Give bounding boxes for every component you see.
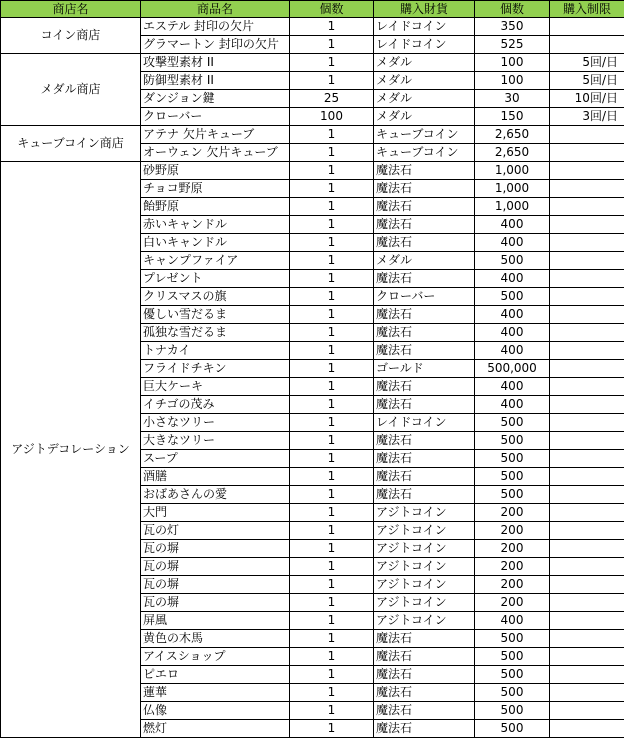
price-cell: 150	[475, 108, 550, 126]
item-name-cell: おばあさんの愛	[141, 486, 290, 504]
currency-cell: レイドコイン	[374, 414, 475, 432]
quantity-cell: 1	[290, 666, 374, 684]
price-cell: 500	[475, 684, 550, 702]
price-cell: 500	[475, 432, 550, 450]
item-name-cell: 巨大ケーキ	[141, 378, 290, 396]
item-name-cell: エステル 封印の欠片	[141, 18, 290, 36]
quantity-cell: 1	[290, 342, 374, 360]
purchase-limit-cell	[550, 396, 624, 414]
currency-cell: アジトコイン	[374, 504, 475, 522]
shop-name-cell: メダル商店	[1, 54, 141, 126]
purchase-limit-cell	[550, 180, 624, 198]
quantity-cell: 1	[290, 126, 374, 144]
header-row	[1, 1, 624, 18]
quantity-cell: 1	[290, 630, 374, 648]
purchase-limit-cell: 5回/日	[550, 72, 624, 90]
currency-cell: 魔法石	[374, 270, 475, 288]
quantity-cell: 1	[290, 288, 374, 306]
shop-name-cell: コイン商店	[1, 18, 141, 54]
quantity-cell: 1	[290, 720, 374, 738]
price-cell: 500	[475, 702, 550, 720]
purchase-limit-cell	[550, 648, 624, 666]
quantity-cell: 1	[290, 306, 374, 324]
price-cell: 200	[475, 558, 550, 576]
price-cell: 1,000	[475, 180, 550, 198]
quantity-cell: 1	[290, 702, 374, 720]
currency-cell: キューブコイン	[374, 144, 475, 162]
item-name-cell: チョコ野原	[141, 180, 290, 198]
quantity-cell: 1	[290, 576, 374, 594]
purchase-limit-cell	[550, 306, 624, 324]
quantity-cell: 1	[290, 612, 374, 630]
price-cell: 500	[475, 468, 550, 486]
table-row	[1, 126, 624, 144]
currency-cell: アジトコイン	[374, 594, 475, 612]
purchase-limit-cell	[550, 36, 624, 54]
purchase-limit-cell	[550, 324, 624, 342]
currency-cell: 魔法石	[374, 216, 475, 234]
currency-cell: 魔法石	[374, 234, 475, 252]
quantity-cell: 1	[290, 54, 374, 72]
currency-cell: 魔法石	[374, 666, 475, 684]
price-cell: 200	[475, 540, 550, 558]
price-cell: 1,000	[475, 198, 550, 216]
purchase-limit-cell	[550, 576, 624, 594]
item-name-cell: 孤独な雪だるま	[141, 324, 290, 342]
item-name-cell: ダンジョン鍵	[141, 90, 290, 108]
quantity-cell: 1	[290, 396, 374, 414]
currency-cell: アジトコイン	[374, 522, 475, 540]
purchase-limit-cell	[550, 360, 624, 378]
purchase-limit-cell	[550, 702, 624, 720]
item-name-cell: 蓮華	[141, 684, 290, 702]
currency-cell: 魔法石	[374, 684, 475, 702]
purchase-limit-cell	[550, 270, 624, 288]
quantity-cell: 1	[290, 684, 374, 702]
quantity-cell: 1	[290, 234, 374, 252]
currency-cell: ゴールド	[374, 360, 475, 378]
quantity-cell: 1	[290, 414, 374, 432]
price-cell: 100	[475, 72, 550, 90]
price-cell: 500	[475, 720, 550, 738]
quantity-cell: 1	[290, 450, 374, 468]
currency-cell: 魔法石	[374, 378, 475, 396]
purchase-limit-cell	[550, 468, 624, 486]
item-name-cell: 黄色の木馬	[141, 630, 290, 648]
purchase-limit-cell	[550, 504, 624, 522]
item-name-cell: 瓦の塀	[141, 576, 290, 594]
purchase-limit-cell	[550, 522, 624, 540]
quantity-cell: 1	[290, 522, 374, 540]
item-name-cell: 燃灯	[141, 720, 290, 738]
purchase-limit-cell	[550, 432, 624, 450]
currency-cell: メダル	[374, 54, 475, 72]
price-cell: 400	[475, 270, 550, 288]
price-cell: 200	[475, 522, 550, 540]
purchase-limit-cell: 5回/日	[550, 54, 624, 72]
item-name-cell: トナカイ	[141, 342, 290, 360]
price-cell: 525	[475, 36, 550, 54]
purchase-limit-cell: 10回/日	[550, 90, 624, 108]
currency-cell: クローバー	[374, 288, 475, 306]
item-name-cell: 瓦の塀	[141, 558, 290, 576]
item-name-cell: 仏像	[141, 702, 290, 720]
item-name-cell: イチゴの茂み	[141, 396, 290, 414]
price-cell: 350	[475, 18, 550, 36]
purchase-limit-cell: 3回/日	[550, 108, 624, 126]
item-name-cell: 赤いキャンドル	[141, 216, 290, 234]
quantity-cell: 1	[290, 468, 374, 486]
price-cell: 1,000	[475, 162, 550, 180]
header-quantity: 個数	[290, 1, 374, 18]
quantity-cell: 1	[290, 558, 374, 576]
purchase-limit-cell	[550, 720, 624, 738]
purchase-limit-cell	[550, 18, 624, 36]
item-name-cell: スープ	[141, 450, 290, 468]
price-cell: 500,000	[475, 360, 550, 378]
quantity-cell: 1	[290, 360, 374, 378]
currency-cell: アジトコイン	[374, 540, 475, 558]
item-name-cell: ピエロ	[141, 666, 290, 684]
item-name-cell: アイスショップ	[141, 648, 290, 666]
item-name-cell: グラマートン 封印の欠片	[141, 36, 290, 54]
currency-cell: メダル	[374, 108, 475, 126]
item-name-cell: 小さなツリー	[141, 414, 290, 432]
purchase-limit-cell	[550, 144, 624, 162]
purchase-limit-cell	[550, 666, 624, 684]
header-item-name: 商品名	[141, 1, 290, 18]
item-name-cell: 砂野原	[141, 162, 290, 180]
currency-cell: 魔法石	[374, 450, 475, 468]
item-name-cell: 飴野原	[141, 198, 290, 216]
currency-cell: レイドコイン	[374, 18, 475, 36]
table-row	[1, 162, 624, 180]
item-name-cell: 瓦の塀	[141, 594, 290, 612]
table-row	[1, 54, 624, 72]
header-price: 個数	[475, 1, 550, 18]
shop-name-cell: アジトデコレーション	[1, 162, 141, 738]
quantity-cell: 1	[290, 540, 374, 558]
price-cell: 500	[475, 666, 550, 684]
quantity-cell: 1	[290, 252, 374, 270]
currency-cell: メダル	[374, 72, 475, 90]
item-name-cell: アテナ 欠片キューブ	[141, 126, 290, 144]
currency-cell: 魔法石	[374, 324, 475, 342]
item-name-cell: 屏風	[141, 612, 290, 630]
price-cell: 500	[475, 252, 550, 270]
purchase-limit-cell	[550, 414, 624, 432]
item-name-cell: プレゼント	[141, 270, 290, 288]
price-cell: 400	[475, 396, 550, 414]
item-name-cell: 優しい雪だるま	[141, 306, 290, 324]
price-cell: 200	[475, 504, 550, 522]
item-name-cell: 防御型素材 II	[141, 72, 290, 90]
quantity-cell: 1	[290, 198, 374, 216]
currency-cell: 魔法石	[374, 306, 475, 324]
quantity-cell: 1	[290, 324, 374, 342]
price-cell: 500	[475, 450, 550, 468]
quantity-cell: 1	[290, 18, 374, 36]
item-name-cell: 瓦の灯	[141, 522, 290, 540]
purchase-limit-cell	[550, 558, 624, 576]
item-name-cell: 大門	[141, 504, 290, 522]
price-cell: 400	[475, 324, 550, 342]
quantity-cell: 1	[290, 36, 374, 54]
currency-cell: 魔法石	[374, 342, 475, 360]
quantity-cell: 1	[290, 504, 374, 522]
currency-cell: 魔法石	[374, 720, 475, 738]
price-cell: 400	[475, 612, 550, 630]
purchase-limit-cell	[550, 198, 624, 216]
purchase-limit-cell	[550, 342, 624, 360]
price-cell: 500	[475, 288, 550, 306]
currency-cell: 魔法石	[374, 432, 475, 450]
price-cell: 500	[475, 648, 550, 666]
purchase-limit-cell	[550, 630, 624, 648]
item-name-cell: 酒膳	[141, 468, 290, 486]
currency-cell: 魔法石	[374, 648, 475, 666]
quantity-cell: 1	[290, 486, 374, 504]
currency-cell: 魔法石	[374, 702, 475, 720]
quantity-cell: 1	[290, 144, 374, 162]
table-body	[1, 18, 624, 738]
item-name-cell: 攻撃型素材 II	[141, 54, 290, 72]
item-name-cell: 白いキャンドル	[141, 234, 290, 252]
item-name-cell: フライドチキン	[141, 360, 290, 378]
shop-name-cell: キューブコイン商店	[1, 126, 141, 162]
quantity-cell: 1	[290, 72, 374, 90]
purchase-limit-cell	[550, 252, 624, 270]
price-cell: 400	[475, 306, 550, 324]
currency-cell: 魔法石	[374, 396, 475, 414]
item-name-cell: キャンプファイア	[141, 252, 290, 270]
quantity-cell: 100	[290, 108, 374, 126]
purchase-limit-cell	[550, 126, 624, 144]
quantity-cell: 1	[290, 648, 374, 666]
quantity-cell: 1	[290, 180, 374, 198]
purchase-limit-cell	[550, 540, 624, 558]
purchase-limit-cell	[550, 378, 624, 396]
purchase-limit-cell	[550, 450, 624, 468]
price-cell: 400	[475, 234, 550, 252]
item-name-cell: 瓦の塀	[141, 540, 290, 558]
currency-cell: アジトコイン	[374, 558, 475, 576]
currency-cell: キューブコイン	[374, 126, 475, 144]
item-name-cell: クリスマスの旗	[141, 288, 290, 306]
price-cell: 400	[475, 216, 550, 234]
price-cell: 200	[475, 576, 550, 594]
header-shop-name: 商店名	[1, 1, 141, 18]
price-cell: 500	[475, 414, 550, 432]
item-name-cell: オーウェン 欠片キューブ	[141, 144, 290, 162]
item-name-cell: クローバー	[141, 108, 290, 126]
purchase-limit-cell	[550, 486, 624, 504]
purchase-limit-cell	[550, 162, 624, 180]
currency-cell: アジトコイン	[374, 612, 475, 630]
item-name-cell: 大きなツリー	[141, 432, 290, 450]
price-cell: 100	[475, 54, 550, 72]
purchase-limit-cell	[550, 234, 624, 252]
currency-cell: メダル	[374, 90, 475, 108]
table-row	[1, 18, 624, 36]
header-currency: 購入財貨	[374, 1, 475, 18]
quantity-cell: 1	[290, 216, 374, 234]
currency-cell: メダル	[374, 252, 475, 270]
quantity-cell: 1	[290, 162, 374, 180]
price-cell: 30	[475, 90, 550, 108]
price-cell: 400	[475, 342, 550, 360]
currency-cell: 魔法石	[374, 630, 475, 648]
currency-cell: 魔法石	[374, 486, 475, 504]
quantity-cell: 1	[290, 432, 374, 450]
purchase-limit-cell	[550, 612, 624, 630]
currency-cell: 魔法石	[374, 198, 475, 216]
price-cell: 200	[475, 594, 550, 612]
quantity-cell: 1	[290, 594, 374, 612]
currency-cell: レイドコイン	[374, 36, 475, 54]
quantity-cell: 1	[290, 378, 374, 396]
currency-cell: 魔法石	[374, 468, 475, 486]
quantity-cell: 25	[290, 90, 374, 108]
currency-cell: 魔法石	[374, 162, 475, 180]
price-cell: 2,650	[475, 126, 550, 144]
purchase-limit-cell	[550, 594, 624, 612]
quantity-cell: 1	[290, 270, 374, 288]
currency-cell: アジトコイン	[374, 576, 475, 594]
price-cell: 500	[475, 486, 550, 504]
price-cell: 500	[475, 630, 550, 648]
purchase-limit-cell	[550, 684, 624, 702]
price-cell: 2,650	[475, 144, 550, 162]
purchase-limit-cell	[550, 216, 624, 234]
currency-cell: 魔法石	[374, 180, 475, 198]
header-purchase-limit: 購入制限	[550, 1, 624, 18]
purchase-limit-cell	[550, 288, 624, 306]
price-cell: 400	[475, 378, 550, 396]
